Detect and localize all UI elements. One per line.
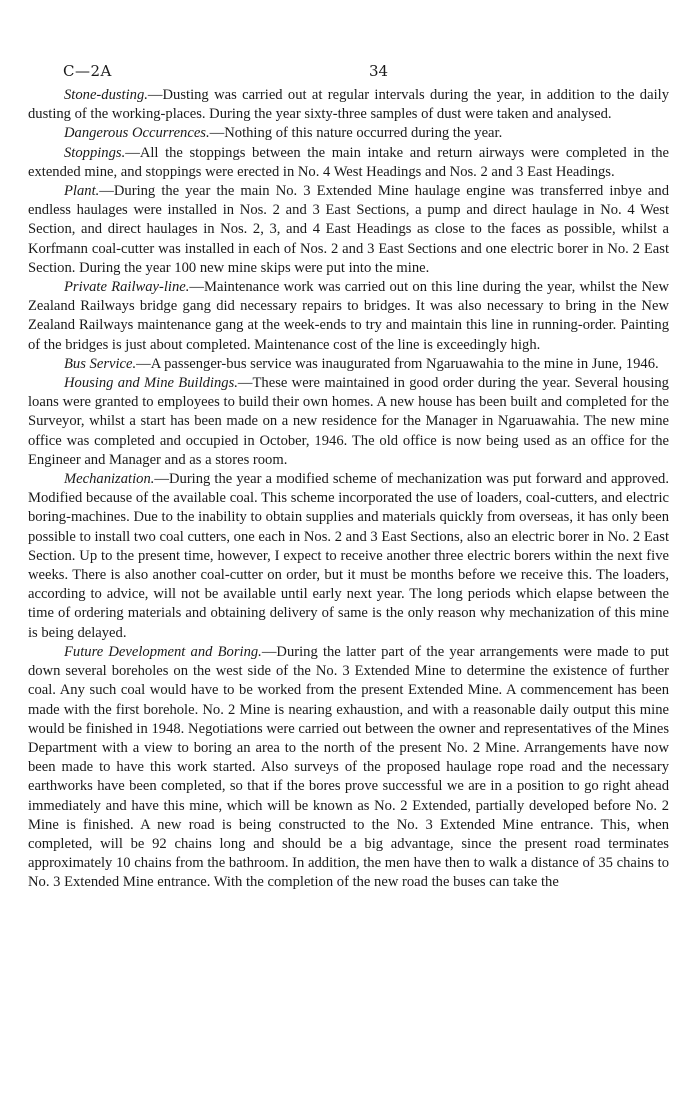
paragraph-text: —A passenger-bus service was inaugurated from Ngaruawahia to the mine in June, 1946. (136, 355, 659, 372)
paragraph-text: —During the year the main No. 3 Extended Mine haulage engine was transferred inbye and endless haulages were installed in Nos. 2 and 3 East Sections, a pump and direct haulage in No. 4 West Section, and direct haulages in Nos. 2, 3, and 4 East Headings as close to the faces as possible, whilst a Korfmann coal-cutter was installed in each of Nos. 2 and 3 East Sections and one electric borer in No. 2 East Section. During the year 100 new mine skips were put into the mine. (28, 183, 669, 276)
paragraph-plant (28, 182, 669, 278)
paragraph-private-railway-line (28, 278, 669, 355)
paragraph-heading: Stone-dusting. (64, 87, 148, 103)
paragraph-heading: Bus Service. (64, 355, 137, 372)
paragraph-heading: Plant. (64, 183, 100, 200)
paragraph-text: —During the year a modified scheme of mechanization was put forward and approved. Modified because of the available coal. This scheme incorporated the use of loaders, coal-cutters, and electric boring-machines. Due to the inability to obtain supplies and materials quickly from overseas, it has only been possible to install two coal cutters, one each in Nos. 2 and 3 East Sections, also an electric borer in No. 2 East Section. Up to the present time, however, I expect to receive another three electric borers within the next five weeks. There is also another coal-cutter on order, but it must be months before we receive this. The loaders, according to advice, will not be available until early next year. The long periods which elapse between the time of ordering materials and obtaining delivery of same is the only reason why mechanization of this mine is being delayed. (28, 471, 669, 641)
paragraph-mechanization (28, 470, 669, 643)
paragraph-stone-dusting (28, 86, 669, 124)
paragraph-text: —Maintenance work was carried out on this line during the year, whilst the New Zealand Railways bridge gang did necessary repairs to bridges. It was also necessary to bring in the New Zealand Railways maintenance gang at the week-ends to try and maintain this line in running-order. Painting of the bridges is just about completed. Maintenance cost of the line is exceedingly high. (28, 279, 669, 353)
paragraph-text: —During the latter part of the year arrangements were made to put down several boreholes on the west side of the No. 3 Extended Mine to determine the existence of further coal. Any such coal would have to be worked from the present Extended Mine. A commencement has been made with the first borehole. No. 2 Mine is nearing exhaustion, and with a reasonable daily output this mine would be finished in 1948. Negotiations were carried out between the owner and representatives of the Mines Department with a view to boring an area to the north of the present No. 2 Mine. Arrangements have now been made to have this work started. Also surveys of the proposed haulage rope road and the necessary earthworks have been completed, so that if the bores prove successful we are in a position to go right ahead immediately and have this mine, which will be known as No. 2 Extended, partially developed before No. 2 Mine is finished. A new road is being constructed to the No. 3 Extended Mine entrance. This, when completed, will be 92 chains long and should be a big advantage, since the present road terminates approximately 10 chains from the bathroom. In addition, the men have then to walk a distance of 35 chains to No. 3 Extended Mine entrance. With the completion of the new road the buses can take the (28, 643, 669, 891)
paragraph-heading: Mechanization. (64, 471, 155, 488)
paragraph-stoppings (28, 144, 669, 182)
paragraph-text: —All the stoppings between the main intake and return airways were completed in the extended mine, and stoppings were erected in No. 4 West Headings and Nos. 2 and 3 East Headings. (28, 144, 669, 180)
paragraph-text: —Nothing of this nature occurred during the year. (209, 125, 503, 142)
paragraph-heading: Future Development and Boring. (64, 643, 262, 660)
paragraph-heading: Stoppings. (64, 144, 126, 161)
paragraph-future-development (28, 643, 669, 893)
report-reference: C—2A (63, 62, 112, 80)
page-number: 34 (369, 62, 389, 80)
paragraph-heading: Housing and Mine Buildings. (64, 375, 238, 392)
paragraph-text: —These were maintained in good order during the year. Several housing loans were granted to employees to build their own homes. A new house has been built and completed for the Surveyor, whilst a start has been made on a new residence for the Manager in Ngaruawahia. The new mine office was completed and occupied in October, 1946. The old office is now being used as an office for the Engineer and Manager and as a stores room. (28, 375, 669, 468)
paragraph-housing (28, 374, 669, 470)
page-header (28, 0, 669, 86)
paragraph-dangerous-occurrences (28, 124, 669, 143)
paragraph-heading: Dangerous Occurrences. (64, 125, 210, 142)
paragraph-heading: Private Railway-line. (64, 279, 190, 296)
paragraph-bus-service (28, 355, 669, 374)
document-body (28, 86, 669, 893)
paragraph-text: —Dusting was carried out at regular intervals during the year, in addition to the daily dusting of the working-places. During the year sixty-three samples of dust were taken and analysed. (28, 87, 669, 123)
